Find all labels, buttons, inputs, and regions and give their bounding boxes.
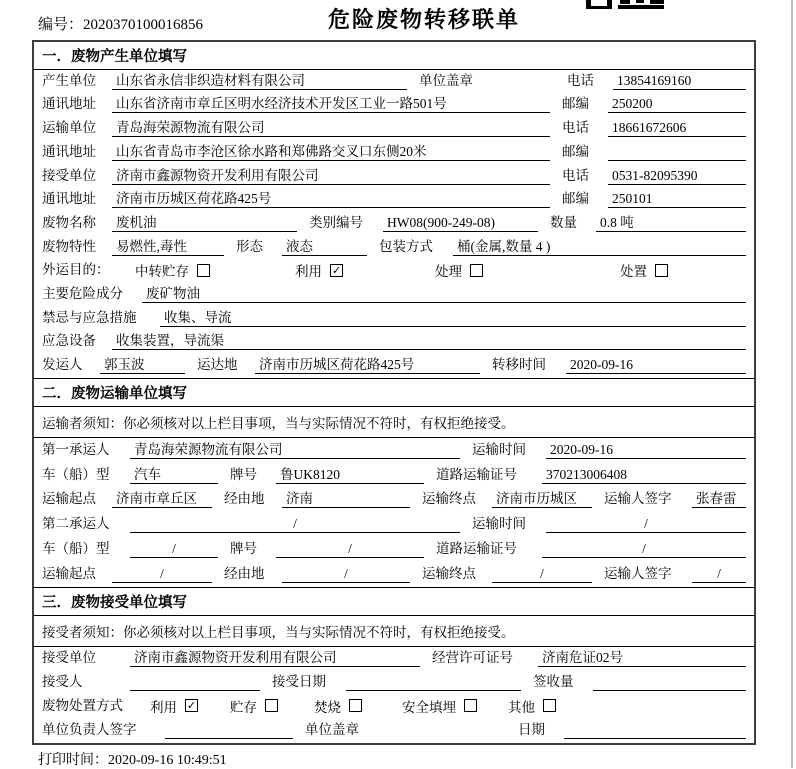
field-label: 经营许可证号 <box>432 649 513 665</box>
section-receiver <box>34 587 754 743</box>
field-label: 道路运输证号 <box>436 541 517 557</box>
field-label: 第二承运人 <box>42 516 110 532</box>
notice-row: 接受者须知：你必须核对以上栏目事项，当与实际情况不符时，有权拒绝接受。 <box>34 616 754 647</box>
field-label: 类别编号 <box>309 214 363 230</box>
field-value: / <box>546 515 746 533</box>
document-number-label: 编号： <box>38 17 84 33</box>
form-row <box>34 117 754 141</box>
checkbox-unchecked-icon <box>655 264 668 277</box>
field-label: 通讯地址 <box>42 96 96 112</box>
field-label: 邮编 <box>562 96 589 112</box>
checkbox-unchecked-icon <box>543 699 556 712</box>
field-label: 车（船）型 <box>42 541 110 557</box>
field-label: 运输起点 <box>42 565 96 581</box>
field-label: 外运目的： <box>42 262 110 278</box>
form-row <box>34 307 754 331</box>
notice-row: 运输者须知：你必须核对以上栏目事项，当与实际情况不符时，有权拒绝接受。 <box>34 407 754 438</box>
field-value: 济南市鑫源物资开发利用有限公司 <box>112 167 550 185</box>
field-value: 桶(金属,数量 4 ) <box>453 238 746 256</box>
print-time-value: 2020-09-16 10:49:51 <box>108 753 227 768</box>
checkbox-option <box>435 261 620 279</box>
qr-block <box>636 0 644 3</box>
field-value: HW08(900-249-08) <box>383 214 538 232</box>
field-label: 转移时间 <box>492 357 546 373</box>
field-value: 济南市鑫源物资开发利用有限公司 <box>130 649 420 667</box>
field-label: 电话 <box>567 72 594 88</box>
field-value: 济南市历城区荷花路425号 <box>255 356 480 374</box>
field-value: 济南危证02号 <box>538 649 746 667</box>
field-value: 汽车 <box>130 466 218 484</box>
page-title: 危险废物转移联单 <box>328 7 521 32</box>
checkbox-label: 贮存 <box>230 699 257 715</box>
field-value: 青岛海荣源物流有限公司 <box>130 441 460 459</box>
checkbox-unchecked-icon <box>349 699 362 712</box>
document-number <box>38 13 203 34</box>
form-row <box>34 189 754 213</box>
field-value: 废矿物油 <box>142 285 746 303</box>
form-row <box>34 70 754 94</box>
field-label: 运输终点 <box>422 565 476 581</box>
form-row <box>34 562 754 587</box>
field-value: 0.8 吨 <box>596 214 746 232</box>
qr-code-fragment-icon <box>586 0 666 9</box>
page-edge-divider <box>791 0 793 768</box>
field-value <box>165 721 293 739</box>
field-label: 单位盖章 <box>305 722 359 738</box>
field-value: 张春雷 <box>692 490 746 508</box>
form-row <box>34 438 754 463</box>
field-value: 济南市章丘区 <box>112 490 212 508</box>
field-value: 收集装置，导流渠 <box>112 332 746 350</box>
checkbox-option <box>150 697 230 715</box>
form-row <box>34 165 754 189</box>
field-label: 发运人 <box>42 357 83 373</box>
field-value: / <box>130 540 218 558</box>
field-value: 山东省永信非织造材料有限公司 <box>112 72 407 90</box>
field-value: 济南市历城区 <box>492 490 592 508</box>
field-value <box>608 143 746 161</box>
field-label: 应急设备 <box>42 333 96 349</box>
form-row <box>34 488 754 513</box>
field-value: 鲁UK8120 <box>276 466 424 484</box>
checkbox-option <box>230 697 314 715</box>
checkbox-checked-icon: ✓ <box>186 699 197 713</box>
form-row <box>34 671 754 695</box>
field-value <box>593 673 746 691</box>
field-label: 产生单位 <box>42 72 96 88</box>
qr-block <box>607 0 612 9</box>
transfer-form-table <box>32 40 756 745</box>
field-value: / <box>130 515 460 533</box>
field-label: 电话 <box>562 120 589 136</box>
checkbox-label: 利用 <box>295 264 322 280</box>
form-row <box>34 354 754 378</box>
field-label: 运输时间 <box>472 441 526 457</box>
field-value: 250101 <box>608 190 746 208</box>
form-row <box>34 719 754 743</box>
print-time <box>38 749 227 769</box>
field-value: 山东省青岛市李沧区徐水路和郑佛路交叉口东侧20米 <box>112 143 550 161</box>
field-value: 液态 <box>282 238 367 256</box>
field-label: 运输人签字 <box>604 565 672 581</box>
field-value: / <box>542 540 746 558</box>
field-value: 收集、导流 <box>160 309 746 327</box>
form-row <box>34 463 754 488</box>
field-label: 废物处置方式 <box>42 697 123 713</box>
checkbox-checked-icon: ✓ <box>331 263 342 277</box>
field-label: 运达地 <box>197 357 238 373</box>
field-value: 山东省济南市章丘区明水经济技术开发区工业一路501号 <box>112 95 550 113</box>
section-title-transporter: 二．废物运输单位填写 <box>34 378 754 407</box>
field-label: 通讯地址 <box>42 143 96 159</box>
document-number-value: 2020370100016856 <box>83 17 204 33</box>
field-label: 牌号 <box>230 541 257 557</box>
field-label: 形态 <box>236 238 263 254</box>
print-time-label: 打印时间： <box>38 753 108 768</box>
field-label: 单位负责人签字 <box>42 722 137 738</box>
checkbox-option <box>620 261 746 279</box>
field-value: / <box>492 565 592 583</box>
field-label: 禁忌与应急措施 <box>42 309 137 325</box>
field-label: 签收量 <box>533 673 574 689</box>
field-value: / <box>692 565 746 583</box>
checkbox-unchecked-icon <box>470 264 483 277</box>
form-row <box>34 94 754 118</box>
field-value: 0531-82095390 <box>608 167 746 185</box>
field-label: 接受日期 <box>272 673 326 689</box>
field-label: 第一承运人 <box>42 441 110 457</box>
field-value: / <box>282 565 410 583</box>
checkbox-option <box>135 261 295 279</box>
field-value <box>564 721 746 739</box>
checkbox-label: 安全填埋 <box>402 699 456 715</box>
qr-block <box>620 0 630 4</box>
field-label: 邮编 <box>562 143 589 159</box>
checkbox-label: 处置 <box>620 264 647 280</box>
checkbox-label: 中转贮存 <box>135 264 189 280</box>
field-label: 经由地 <box>224 491 265 507</box>
field-value: 济南 <box>282 490 410 508</box>
checkbox-label: 处理 <box>435 264 462 280</box>
field-label: 主要危险成分 <box>42 286 123 302</box>
checkbox-unchecked-icon <box>197 264 210 277</box>
field-label: 包装方式 <box>379 238 433 254</box>
form-row <box>34 260 754 284</box>
field-label: 运输时间 <box>472 516 526 532</box>
field-value: 易燃性,毒性 <box>112 238 224 256</box>
qr-block <box>618 5 664 9</box>
field-label: 运输单位 <box>42 120 96 136</box>
field-label: 运输起点 <box>42 491 96 507</box>
field-value <box>130 673 260 691</box>
field-label: 运输人签字 <box>604 491 672 507</box>
form-row <box>34 695 754 719</box>
field-value: 13854169160 <box>613 72 746 90</box>
field-label: 单位盖章 <box>419 72 473 88</box>
field-value: 郭玉波 <box>100 356 185 374</box>
section-title-producer: 一．废物产生单位填写 <box>34 42 754 70</box>
checkbox-option <box>508 697 746 715</box>
field-label: 数量 <box>550 214 577 230</box>
form-row <box>34 212 754 236</box>
form-row <box>34 512 754 537</box>
field-label: 车（船）型 <box>42 466 110 482</box>
field-label: 道路运输证号 <box>436 466 517 482</box>
field-label: 接受单位 <box>42 649 96 665</box>
form-row <box>34 236 754 260</box>
field-value <box>346 673 521 691</box>
section-title-receiver: 三．废物接受单位填写 <box>34 587 754 616</box>
field-value: / <box>276 540 424 558</box>
field-label: 通讯地址 <box>42 191 96 207</box>
field-value: 18661672606 <box>608 119 746 137</box>
checkbox-unchecked-icon <box>464 699 477 712</box>
field-value: / <box>112 565 212 583</box>
field-label: 废物名称 <box>42 214 96 230</box>
field-label: 日期 <box>518 722 545 738</box>
field-value: 2020-09-16 <box>566 356 746 374</box>
section-producer <box>34 42 754 378</box>
field-value: 2020-09-16 <box>546 441 746 459</box>
field-value: 废机油 <box>112 214 297 232</box>
field-label: 经由地 <box>224 565 265 581</box>
field-value: 济南市历城区荷花路425号 <box>112 190 550 208</box>
checkbox-option <box>402 697 508 715</box>
field-label: 电话 <box>562 167 589 183</box>
form-row <box>34 647 754 671</box>
form-row <box>34 283 754 307</box>
checkbox-unchecked-icon <box>265 699 278 712</box>
field-label: 废物特性 <box>42 238 96 254</box>
qr-block <box>650 0 664 4</box>
form-row <box>34 141 754 165</box>
field-value: 青岛海荣源物流有限公司 <box>112 119 550 137</box>
form-row <box>34 331 754 355</box>
checkbox-option <box>295 261 435 279</box>
checkbox-label: 焚烧 <box>314 699 341 715</box>
checkbox-label: 利用 <box>150 699 177 715</box>
field-label: 接受人 <box>42 673 83 689</box>
field-label: 接受单位 <box>42 167 96 183</box>
field-value: 250200 <box>608 95 746 113</box>
section-transporter <box>34 378 754 587</box>
field-label: 邮编 <box>562 191 589 207</box>
checkbox-label: 其他 <box>508 699 535 715</box>
field-label: 牌号 <box>230 466 257 482</box>
checkbox-option <box>314 697 402 715</box>
field-label: 运输终点 <box>422 491 476 507</box>
form-row <box>34 537 754 562</box>
field-value: 370213006408 <box>542 466 746 484</box>
